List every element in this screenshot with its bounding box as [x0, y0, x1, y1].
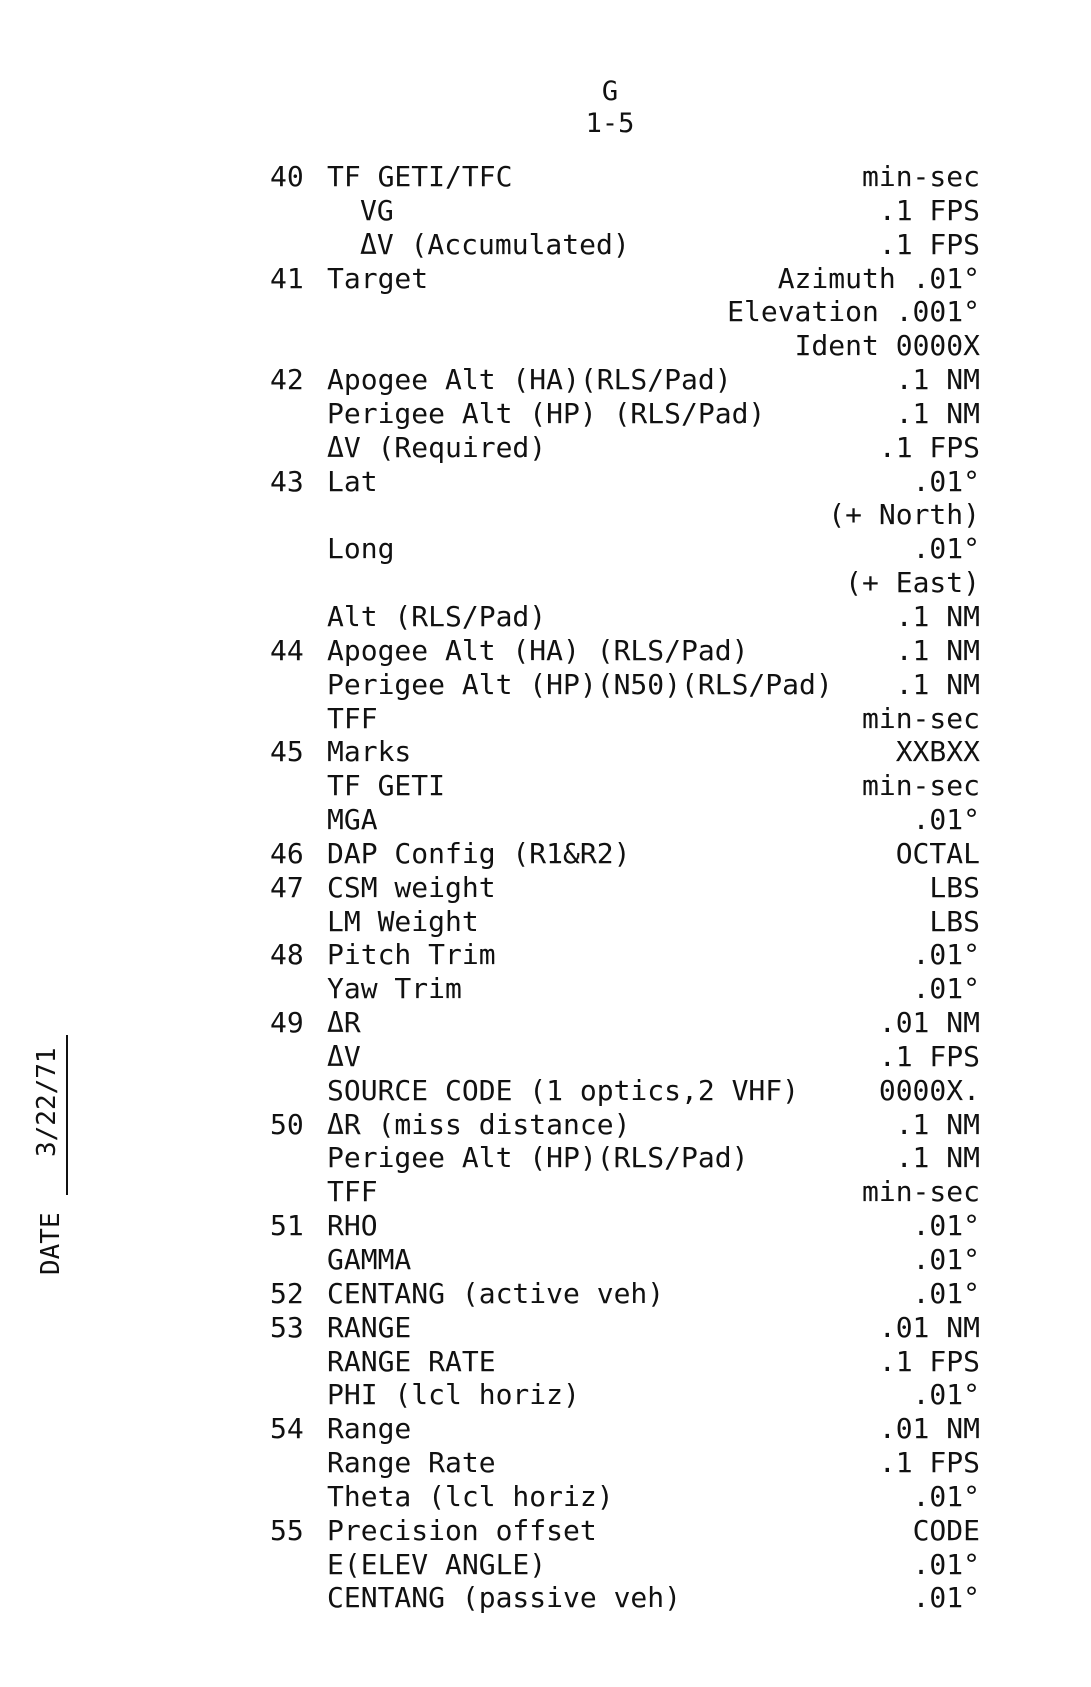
row-unit: .01°	[912, 1276, 980, 1310]
row-label: Apogee Alt (HA)(RLS/Pad)	[327, 363, 732, 397]
row-number: 40	[270, 160, 304, 193]
row-unit: OCTAL	[895, 836, 980, 870]
row-label: Lat	[327, 464, 378, 498]
row-unit: 0000X.	[878, 1073, 980, 1107]
row-unit: .1 NM	[895, 363, 980, 397]
row-number: 49	[270, 1006, 304, 1040]
table-row	[270, 1006, 980, 1040]
row-label: Marks	[327, 735, 412, 769]
row-number: 51	[270, 1209, 304, 1243]
row-number: 43	[270, 464, 304, 498]
row-label: Apogee Alt (HA) (RLS/Pad)	[327, 633, 749, 667]
table-row	[270, 160, 980, 194]
page-number: 1-5	[585, 108, 635, 139]
row-label: ΔR (miss distance)	[327, 1107, 631, 1141]
row-label: SOURCE CODE (1 optics,2 VHF)	[327, 1073, 800, 1107]
table-row	[270, 1040, 980, 1074]
row-label: RANGE RATE	[327, 1344, 496, 1378]
row-number: 47	[270, 870, 304, 904]
date-underline	[66, 1035, 68, 1195]
row-unit: .01°	[912, 1581, 980, 1615]
row-unit: LBS	[929, 904, 980, 938]
row-unit: min-sec	[861, 1175, 980, 1209]
table-row	[270, 1581, 980, 1615]
row-label: Alt (RLS/Pad)	[327, 599, 547, 633]
row-unit: .1 FPS	[878, 430, 980, 464]
table-row	[270, 1243, 980, 1277]
row-unit: XXBXX	[895, 735, 980, 769]
row-number: 54	[270, 1412, 304, 1446]
row-label: Yaw Trim	[327, 972, 462, 1006]
row-label: CENTANG (active veh)	[327, 1276, 665, 1310]
row-number: 44	[270, 633, 304, 667]
row-label: Perigee Alt (HP) (RLS/Pad)	[327, 396, 766, 430]
row-unit: .01 NM	[878, 1412, 980, 1446]
table-row	[270, 363, 980, 397]
table-row	[270, 938, 980, 972]
row-label: ΔV (Required)	[327, 430, 547, 464]
row-unit: .1 NM	[895, 1141, 980, 1175]
row-label: ΔV	[327, 1039, 361, 1073]
row-unit: .01°	[912, 972, 980, 1006]
row-label: TF GETI	[327, 769, 446, 803]
row-number: 53	[270, 1310, 304, 1344]
row-label: TFF	[327, 1175, 378, 1209]
table-row	[270, 431, 980, 465]
table-row	[270, 532, 980, 566]
row-unit: .1 FPS	[878, 1039, 980, 1073]
row-unit: .01°	[912, 464, 980, 498]
row-number: 45	[270, 735, 304, 769]
row-unit: .01°	[912, 1479, 980, 1513]
table-row	[270, 465, 980, 499]
table-row	[270, 972, 980, 1006]
table-row	[270, 397, 980, 431]
row-unit: .01°	[912, 1243, 980, 1276]
table-row	[270, 803, 980, 837]
row-label: DAP Config (R1&R2)	[327, 836, 631, 870]
table-row	[270, 634, 980, 668]
row-label: MGA	[327, 803, 378, 837]
row-label: Long	[327, 532, 395, 566]
table-row	[270, 1311, 980, 1345]
section-letter: G	[601, 76, 619, 107]
row-label: LM Weight	[327, 904, 479, 938]
row-unit: Elevation .001°	[727, 295, 980, 329]
row-label: ΔR	[327, 1006, 361, 1040]
row-number: 46	[270, 836, 304, 870]
row-number: 48	[270, 938, 304, 972]
table-row	[270, 1108, 980, 1142]
row-unit: .1 NM	[895, 1107, 980, 1141]
table-row	[270, 905, 980, 939]
row-label: RHO	[327, 1209, 378, 1243]
row-label: RANGE	[327, 1310, 412, 1344]
row-unit: LBS	[929, 870, 980, 904]
table-row	[270, 871, 980, 905]
table-row	[270, 194, 980, 228]
row-unit: .01°	[912, 1209, 980, 1243]
table-row	[270, 228, 980, 262]
row-label: Pitch Trim	[327, 938, 496, 972]
row-unit: .01°	[912, 803, 980, 837]
table-row	[270, 1548, 980, 1582]
row-label: ΔV (Accumulated)	[360, 227, 630, 261]
table-row	[270, 498, 980, 532]
row-label: CENTANG (passive veh)	[327, 1581, 682, 1615]
table-row	[270, 1209, 980, 1243]
table-row	[270, 1412, 980, 1446]
date-value: 3/22/71	[32, 1047, 62, 1157]
table-row	[270, 1514, 980, 1548]
table-row	[270, 1345, 980, 1379]
row-unit: .01°	[912, 938, 980, 972]
table-row	[270, 329, 980, 363]
row-number: 41	[270, 261, 304, 295]
row-number: 50	[270, 1107, 304, 1141]
row-unit: .01 NM	[878, 1006, 980, 1040]
row-label: Target	[327, 261, 429, 295]
row-label: Theta (lcl horiz)	[327, 1479, 614, 1513]
table-row	[270, 769, 980, 803]
table-row	[270, 702, 980, 736]
row-unit: (+ East)	[845, 566, 980, 600]
row-label: Perigee Alt (HP)(N50)(RLS/Pad)	[327, 667, 833, 701]
row-label: Range Rate	[327, 1446, 496, 1480]
row-unit: .1 FPS	[878, 227, 980, 261]
row-unit: CODE	[912, 1513, 980, 1547]
table-row	[270, 735, 980, 769]
table-row	[270, 1175, 980, 1209]
table-row	[270, 295, 980, 329]
row-label: E(ELEV ANGLE)	[327, 1547, 547, 1581]
row-unit: (+ North)	[828, 498, 980, 532]
row-number: 55	[270, 1513, 304, 1547]
row-unit: .01°	[912, 1378, 980, 1412]
row-unit: .01 NM	[878, 1310, 980, 1344]
row-unit: Azimuth .01°	[777, 261, 980, 295]
table-row	[270, 566, 980, 600]
table-row	[270, 1141, 980, 1175]
row-number: 52	[270, 1276, 304, 1310]
row-unit: .1 FPS	[878, 1446, 980, 1480]
row-unit: .1 NM	[895, 396, 980, 430]
table-row	[270, 1446, 980, 1480]
table-row	[270, 837, 980, 871]
table-row	[270, 1277, 980, 1311]
row-unit: .1 NM	[895, 667, 980, 701]
table-row	[270, 600, 980, 634]
table-row	[270, 1480, 980, 1514]
row-label: TFF	[327, 701, 378, 735]
date-block	[28, 1035, 72, 1275]
row-label: PHI (lcl horiz)	[327, 1378, 580, 1412]
row-number: 42	[270, 363, 304, 397]
row-unit: .1 NM	[895, 599, 980, 633]
parameter-table	[270, 160, 980, 1615]
row-unit: min-sec	[861, 701, 980, 735]
row-unit: .1 FPS	[878, 193, 980, 227]
row-label: GAMMA	[327, 1243, 412, 1276]
table-row	[270, 668, 980, 702]
row-unit: .1 FPS	[878, 1344, 980, 1378]
row-unit: Ident 0000X	[794, 329, 980, 363]
row-label: Precision offset	[327, 1513, 597, 1547]
table-row	[270, 262, 980, 296]
row-unit: min-sec	[861, 160, 980, 193]
date-label: DATE	[36, 1212, 66, 1275]
row-unit: .1 NM	[895, 633, 980, 667]
row-label: CSM weight	[327, 870, 496, 904]
table-row	[270, 1378, 980, 1412]
row-label: Perigee Alt (HP)(RLS/Pad)	[327, 1141, 749, 1175]
row-unit: .01°	[912, 532, 980, 566]
table-row	[270, 1074, 980, 1108]
row-label: VG	[360, 193, 394, 227]
row-label: TF GETI/TFC	[327, 160, 513, 193]
row-unit: min-sec	[861, 769, 980, 803]
row-label: Range	[327, 1412, 412, 1446]
row-unit: .01°	[912, 1547, 980, 1581]
